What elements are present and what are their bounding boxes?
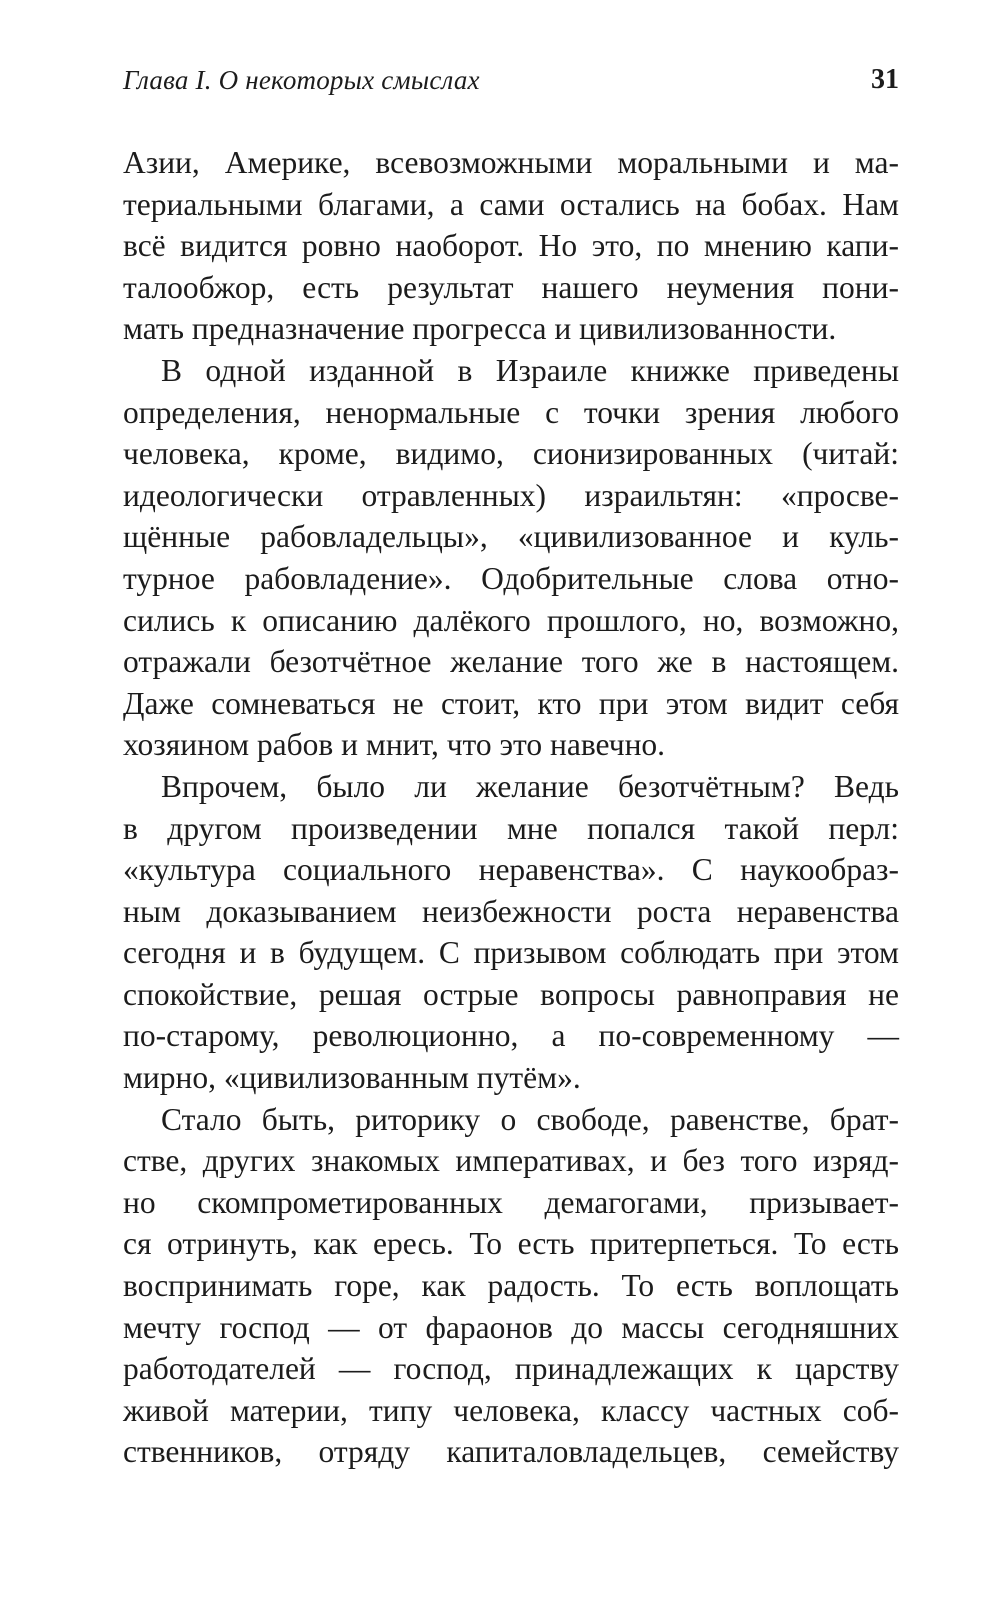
text-line: в другом произведении мне попался такой перл:: [123, 810, 899, 846]
text-line: Стало быть, риторику о свободе, равенстве, брат-: [161, 1101, 899, 1137]
paragraph-4: [123, 1099, 899, 1473]
paragraph-1: [123, 142, 899, 350]
text-line: териальными благами, а сами остались на бобах. Нам: [123, 186, 899, 222]
running-head: [123, 62, 899, 102]
text-line: ся отринуть, как ересь. То есть притерпеться. То есть: [123, 1226, 899, 1262]
chapter-title: Глава I. О некоторых смыслах: [123, 65, 480, 95]
text-line: но скомпрометированных демагогами, призывает-: [123, 1184, 899, 1220]
text-line: мать предназначение прогресса и цивилизованности.: [123, 311, 837, 347]
text-line: Впрочем, было ли желание безотчётным? Ведь: [161, 768, 899, 804]
text-line: мечту господ — от фараонов до массы сегодняшних: [123, 1309, 899, 1345]
text-line: по-старому, революционно, а по-современному —: [123, 1018, 899, 1054]
text-line: талообжор, есть результат нашего неумения пони-: [123, 269, 899, 305]
text-line: воспринимать горе, как радость. То есть воплощать: [123, 1268, 899, 1304]
text-line: живой материи, типу человека, классу частных соб-: [123, 1392, 899, 1428]
page-number: 31: [871, 64, 899, 95]
text-line: Азии, Америке, всевозможными моральными и ма-: [123, 145, 899, 180]
text-line: мирно, «цивилизованным путём».: [123, 1060, 581, 1096]
text-line: стве, других знакомых императивах, и без того изряд-: [123, 1143, 899, 1179]
body-text: [123, 142, 899, 1473]
paragraph-2: [123, 350, 899, 766]
text-line: определения, ненормальные с точки зрения любого: [123, 394, 899, 430]
text-line: всё видится ровно наоборот. Но это, по мнению капи-: [123, 228, 899, 264]
text-line: ственников, отряду капиталовладельцев, семейству: [123, 1434, 899, 1470]
text-line: В одной изданной в Израиле книжке приведены: [161, 352, 899, 388]
text-line: «культура социального неравенства». С наукообраз-: [123, 852, 899, 888]
text-line: щённые рабовладельцы», «цивилизованное и куль-: [123, 519, 899, 555]
text-line: человека, кроме, видимо, сионизированных (читай:: [123, 436, 899, 472]
text-line: сились к описанию далёкого прошлого, но, возможно,: [123, 602, 899, 638]
text-line: идеологически отравленных) израильтян: «просве-: [123, 477, 899, 513]
text-line: сегодня и в будущем. С призывом соблюдать при этом: [123, 935, 899, 971]
text-line: работодателей — господ, принадлежащих к царству: [123, 1351, 899, 1387]
text-line: спокойствие, решая острые вопросы равноправия не: [123, 976, 899, 1012]
text-line: турное рабовладение». Одобрительные слова отно-: [123, 560, 899, 596]
text-line: хозяином рабов и мнит, что это навечно.: [123, 727, 666, 763]
paragraph-3: [123, 766, 899, 1099]
text-line: отражали безотчётное желание того же в настоящем.: [123, 644, 899, 680]
text-line: Даже сомневаться не стоит, кто при этом видит себя: [123, 685, 899, 721]
text-line: ным доказыванием неизбежности роста неравенства: [123, 893, 899, 929]
